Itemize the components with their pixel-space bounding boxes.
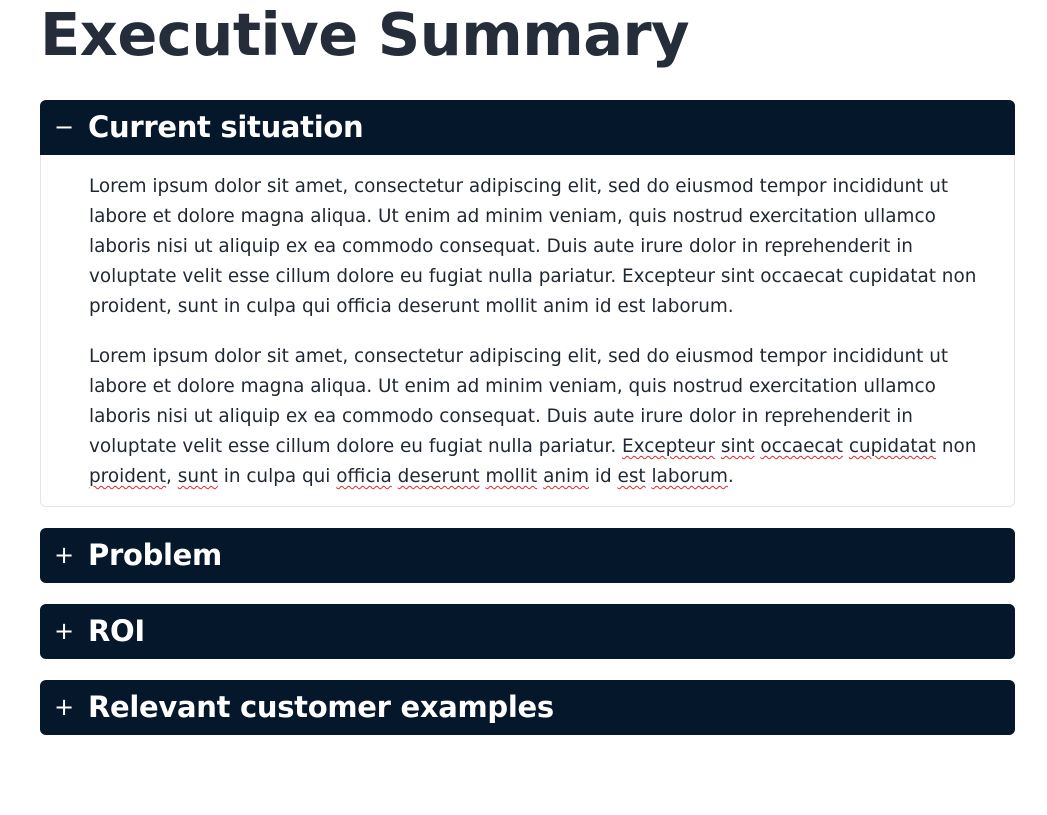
body-paragraph: Lorem ipsum dolor sit amet, consectetur adipiscing elit, sed do eiusmod tempor incididunt ut labore et dolore magna aliqua. Ut enim ad minim veniam, quis nostrud exercitation ullamco laboris nisi ut aliquip ex ea commodo consequat. Duis aute irure dolor in reprehenderit in voluptate velit esse cillum dolore eu fugiat nulla pariatur. Excepteur sint occaecat cupidatat non proident, sunt in culpa qui officia deserunt mollit anim id est laborum.: [89, 176, 977, 317]
accordion-header-problem[interactable]: [40, 528, 1015, 583]
text-fragment: in culpa qui: [217, 466, 337, 487]
accordion-body-current-situation: [41, 155, 1014, 506]
misspelled-word[interactable]: cupidatat: [848, 436, 937, 457]
text-fragment: ,: [166, 466, 178, 487]
expand-icon[interactable]: +: [53, 693, 75, 721]
body-paragraph: [89, 342, 992, 492]
misspelled-word[interactable]: sunt: [177, 466, 218, 487]
text-fragment: non: [936, 436, 977, 457]
page-title: Executive Summary: [40, 0, 690, 69]
accordion-title: Relevant customer examples: [88, 690, 554, 724]
accordion-title: ROI: [88, 614, 145, 648]
misspelled-word[interactable]: est: [617, 466, 646, 487]
expand-icon[interactable]: +: [53, 541, 75, 569]
accordion-title: Current situation: [88, 110, 364, 144]
misspelled-word[interactable]: mollit: [485, 466, 538, 487]
accordion: [40, 100, 1015, 756]
accordion-item-relevant-customer-examples: [40, 680, 1015, 735]
accordion-item-roi: [40, 604, 1015, 659]
accordion-item-current-situation: [40, 100, 1015, 507]
collapse-icon[interactable]: −: [53, 113, 75, 141]
accordion-title: Problem: [88, 538, 222, 572]
accordion-header-current-situation[interactable]: [40, 100, 1015, 155]
misspelled-word[interactable]: Excepteur: [622, 436, 716, 457]
misspelled-word[interactable]: deserunt: [397, 466, 480, 487]
text-fragment: .: [727, 466, 734, 487]
accordion-header-roi[interactable]: [40, 604, 1015, 659]
misspelled-word[interactable]: sint: [720, 436, 755, 457]
accordion-item-problem: [40, 528, 1015, 583]
misspelled-word[interactable]: officia: [336, 466, 392, 487]
page: [40, 0, 1015, 756]
misspelled-word[interactable]: anim: [543, 466, 590, 487]
misspelled-word[interactable]: occaecat: [760, 436, 843, 457]
body-paragraph-text: Lorem ipsum dolor sit amet, consectetur adipiscing elit, sed do eiusmod tempor incididunt ut labore et dolore magna aliqua. Ut enim ad minim veniam, quis nostrud exercitation ullamco laboris nisi ut aliquip ex ea commodo consequat. Duis aute irure dolor in reprehenderit in voluptate velit esse cillum dolore eu fugiat nulla pariatur.: [89, 346, 949, 457]
expand-icon[interactable]: +: [53, 617, 75, 645]
accordion-header-relevant-customer-examples[interactable]: [40, 680, 1015, 735]
text-fragment: id: [589, 466, 618, 487]
misspelled-word[interactable]: proident: [89, 466, 167, 487]
misspelled-word[interactable]: laborum: [651, 466, 728, 487]
